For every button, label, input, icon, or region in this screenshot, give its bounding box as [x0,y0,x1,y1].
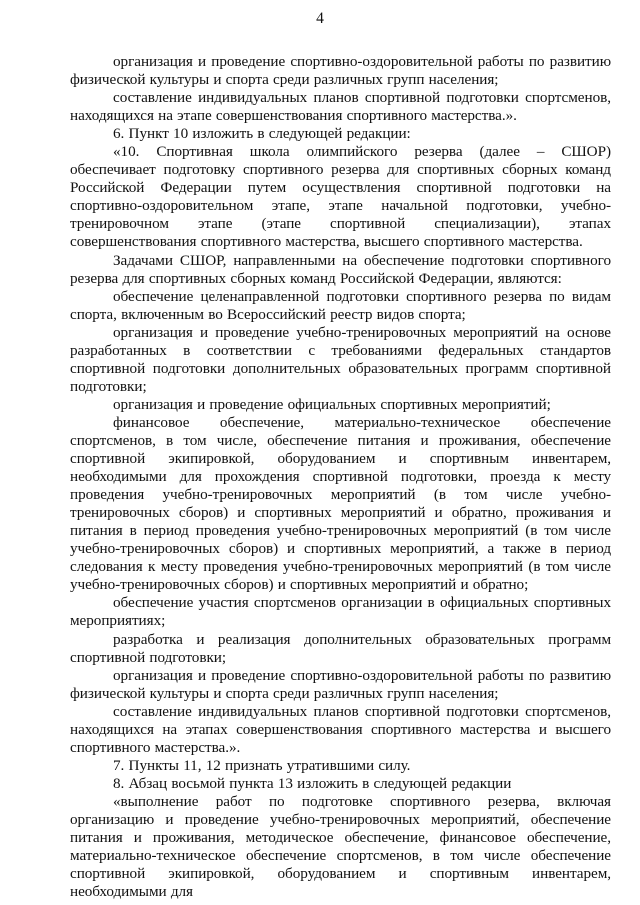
paragraph: 8. Абзац восьмой пункта 13 изложить в следующей редакции [113,774,512,792]
paragraph: обеспечение участия спортсменов организации в официальных спортивных мероприятиях; [70,594,611,630]
page-number: 4 [316,10,324,27]
paragraph: финансовое обеспечение, материально-техническое обеспечение спортсменов, в том числе, обеспечение питания и проживания, обеспечение спортивной экипировкой, оборудованием и спортивным инвентарем, необходимыми для прохождения спортивной подготовки, проезда к месту проведения учебно-тренировочных мероприятий (в том числе учебно-тренировочных сборов) и спортивных мероприятий и обратно, проживания и питания в период проведения учебно-тренировочных мероприятий (в том числе учебно-тренировочных сборов) и спортивных мероприятий, а также в период следования к месту проведения учебно-тренировочных мероприятий (в том числе учебно-тренировочных сборов) и спортивных мероприятий и обратно; [70,413,611,594]
paragraph: организация и проведение официальных спортивных мероприятий; [113,395,551,413]
paragraph: организация и проведение спортивно-оздоровительной работы по развитию физической культуры и спорта среди различных групп населения; [70,666,611,702]
paragraph: 6. Пункт 10 изложить в следующей редакции: [113,125,411,143]
paragraph: составление индивидуальных планов спортивной подготовки спортсменов, находящихся на этапе совершенствования спортивного мастерства.». [70,89,611,125]
paragraph: организация и проведение учебно-тренировочных мероприятий на основе разработанных в соответствии с требованиями федеральных стандартов спортивной подготовки дополнительных образовательных программ спортивной подготовки; [70,323,611,395]
paragraph: составление индивидуальных планов спортивной подготовки спортсменов, находящихся на этапах совершенствования спортивного мастерства и высшего спортивного мастерства.». [70,702,611,756]
paragraph: обеспечение целенаправленной подготовки спортивного резерва по видам спорта, включенным во Всероссийский реестр видов спорта; [70,287,611,323]
paragraph: Задачами СШОР, направленными на обеспечение подготовки спортивного резерва для спортивных сборных команд Российской Федерации, являются: [70,251,611,287]
paragraph: организация и проведение спортивно-оздоровительной работы по развитию физической культуры и спорта среди различных групп населения; [70,53,611,89]
paragraph: «10. Спортивная школа олимпийского резерва (далее – СШОР) обеспечивает подготовку спортивного резерва для спортивных сборных команд Российской Федерации путем осуществления спортивной подготовки на спортивно-оздоровительном этапе, этапе начальной подготовки, учебно-тренировочном этапе (этапе спортивной специализации), этапах совершенствования спортивного мастерства, высшего спортивного мастерства. [70,143,611,251]
paragraph: «выполнение работ по подготовке спортивного резерва, включая организацию и проведение учебно-тренировочных мероприятий, обеспечение питания и проживания, методическое обеспечение, финансовое обеспечение, материально-техническое обеспечение спортсменов, в том числе обеспечение спортивной экипировкой, оборудованием и спортивным инвентарем, необходимыми для [70,792,611,901]
document-body [70,53,611,901]
paragraph: разработка и реализация дополнительных образовательных программ спортивной подготовки; [70,630,611,666]
paragraph: 7. Пункты 11, 12 признать утратившими силу. [113,756,411,774]
